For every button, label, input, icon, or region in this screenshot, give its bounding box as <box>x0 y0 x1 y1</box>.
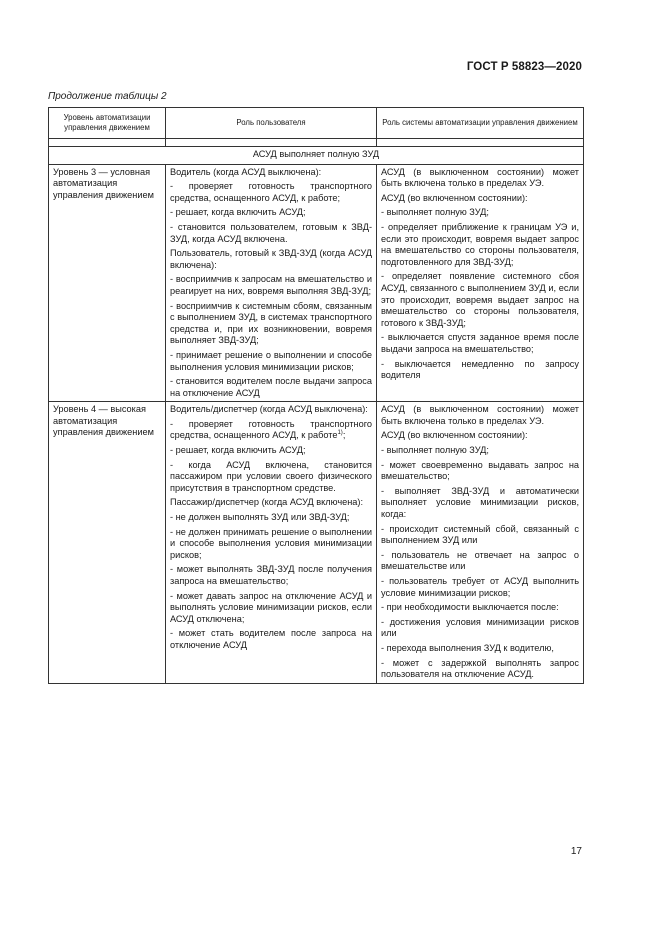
user-role-line: Пользователь, готовый к ЗВД-ЗУД (когда АСУД включена): <box>170 248 372 270</box>
system-role-line: - при необходимости выключается после: <box>381 602 559 613</box>
section-row <box>49 147 584 165</box>
table-header-row <box>49 108 584 139</box>
system-role-line: - пользователь не отвечает на запрос о вмешательстве или <box>381 549 579 572</box>
page-number: 17 <box>570 846 582 857</box>
level-cell: Уровень 3 — условная автоматизация управления движением <box>49 164 166 402</box>
user-role-line: - становится пользователем, готовым к ЗВД-ЗУД, когда АСУД включена. <box>170 221 372 244</box>
system-role-line: АСУД (в выключенном состоянии) может быть включена только в пределах УЭ. <box>381 166 579 189</box>
system-role-cell <box>377 402 584 683</box>
user-role-line: Пассажир/диспетчер (когда АСУД включена): <box>170 497 364 508</box>
spacer-row <box>49 139 584 147</box>
user-role-line: - не должен принимать решение о выполнении и способе выполнения условия минимизации рисков; <box>170 526 372 560</box>
system-role-line: - определяет приближение к границам УЭ и, если это происходит, вовремя выдает запрос на вмешательство со стороны пользователя, подготовленного для ЗВД-ЗУД; <box>381 221 579 267</box>
user-role-line: - становится водителем после выдачи запроса на отключение АСУД <box>170 376 372 398</box>
user-role-line: - может давать запрос на отключение АСУД и выполнять условие минимизации рисков, если АСУД отключена; <box>170 590 372 624</box>
table-row <box>49 402 584 683</box>
user-role-line: Водитель/диспетчер (когда АСУД выключена): <box>170 404 368 415</box>
table-row <box>49 164 584 402</box>
user-role-line: - проверяет готовность транспортного средства, оснащенного АСУД, к работе; <box>170 181 372 203</box>
system-role-line: - выполняет полную ЗУД; <box>381 207 489 218</box>
system-role-line: - перехода выполнения ЗУД к водителю, <box>381 642 554 653</box>
user-role-line: - может стать водителем после запроса на отключение АСУД <box>170 628 372 650</box>
standard-code: ГОСТ Р 58823—2020 <box>466 61 582 73</box>
user-role-line: - решает, когда включить АСУД; <box>170 207 306 218</box>
footnote-mark: 1) <box>337 430 343 437</box>
system-role-line: - выключается немедленно по запросу водителя <box>381 358 579 381</box>
system-role-line: - определяет появление системного сбоя АСУД, связанного с выполнением ЗУД и, если это происходит, вовремя выдает запрос на вмешательство со стороны пользователя, готового к ЗВД-ЗУД; <box>381 271 579 328</box>
level-cell: Уровень 4 — высокая автоматизация управления движением <box>49 402 166 683</box>
system-role-line: - происходит системный сбой, связанный с выполнением ЗУД или <box>381 523 579 546</box>
system-role-line: - пользователь требует от АСУД выполнить условие минимизации рисков; <box>381 576 579 598</box>
user-role-line: - когда АСУД включена, становится пассажиром при условии своего физического присутствия в транспортном средстве. <box>170 459 372 493</box>
user-role-line: - восприимчив к системным сбоям, связанным с выполнением ЗУД, в системах транспортного средства и, при их возникновении, вовремя выполняет ЗВД-ЗУД; <box>170 300 372 346</box>
user-role-line: - решает, когда включить АСУД; <box>170 445 306 456</box>
user-role-line: - восприимчив к запросам на вмешательство и реагирует на них, вовремя выполняя ЗВД-ЗУД; <box>170 274 372 296</box>
user-role-line: - может выполнять ЗВД-ЗУД после получения запроса на вмешательство; <box>170 564 372 586</box>
header-level: Уровень автоматизации управления движением <box>49 108 166 139</box>
user-role-line: Водитель (когда АСУД выключена): <box>170 166 322 177</box>
header-user-role: Роль пользователя <box>166 108 377 139</box>
user-role-line-text: - проверяет готовность транспортного средства, оснащенного АСУД, к работе <box>170 418 372 441</box>
system-role-line: - может своевременно выдавать запрос на вмешательство; <box>381 459 579 482</box>
user-role-line: - не должен выполнять ЗУД или ЗВД-ЗУД; <box>170 512 350 523</box>
user-role-cell <box>166 164 377 402</box>
header-system-role: Роль системы автоматизации управления движением <box>377 108 584 139</box>
system-role-line: - достижения условия минимизации рисков или <box>381 616 579 639</box>
levels-table <box>48 107 584 684</box>
system-role-line: АСУД (во включенном состоянии): <box>381 430 528 441</box>
system-role-line: - выполняет полную ЗУД; <box>381 445 489 456</box>
user-role-line: - принимает решение о выполнении и способе выполнения условия минимизации рисков; <box>170 349 372 372</box>
section-title: АСУД выполняет полную ЗУД <box>49 147 584 165</box>
system-role-line: - может с задержкой выполнять запрос пользователя на отключение АСУД. <box>381 657 579 680</box>
system-role-line: - выключается спустя заданное время после выдачи запроса на вмешательство; <box>381 332 579 354</box>
user-role-line: - проверяет готовность транспортного средства, оснащенного АСУД, к работе$^{1)}$; <box>170 418 372 441</box>
system-role-line: - выполняет ЗВД-ЗУД и автоматически выполняет условие минимизации рисков, когда: <box>381 485 579 520</box>
system-role-line: АСУД (во включенном состоянии): <box>381 192 528 203</box>
system-role-cell <box>377 164 584 402</box>
user-role-cell <box>166 402 377 683</box>
system-role-line: АСУД (в выключенном состоянии) может быть включена только в пределах УЭ. <box>381 404 579 426</box>
table-continuation-caption: Продолжение таблицы 2 <box>48 91 167 102</box>
